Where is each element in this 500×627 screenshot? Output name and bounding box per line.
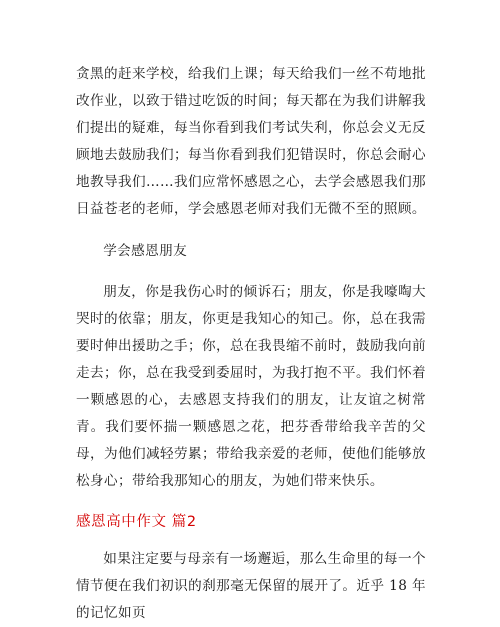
paragraph-teacher-gratitude: 贪黑的赶来学校，给我们上课；每天给我们一丝不苟地批改作业，以致于错过吃饭的时间；每天都在为我们讲解我们提出的疑难，每当你看到我们考试失利，你总会义无反顾地去鼓励我们；每当你看到我们犯错误时，你总会耐心地教导我们……我们应常怀感恩之心，去学会感恩我们那日益苍老的老师，学会感恩老师对我们无微不至的照顾。 <box>76 66 426 217</box>
subheading-friends: 学会感恩朋友 <box>103 243 188 259</box>
paragraph-mother: 如果注定要与母亲有一场邂逅，那么生命里的每一个情节便在我们初识的刹那毫无保留的展开了。近乎 18 年的记忆如页 <box>76 551 426 621</box>
paragraph-friends: 朋友，你是我伤心时的倾诉石；朋友，你是我嚎啕大哭时的依靠；朋友，你更是我知心的知己。你，总在我需要时伸出援助之手；你，总在我畏缩不前时，鼓励我向前走去；你，总在我受到委屈时，为我打抱不平。我们怀着一颗感恩的心，去感恩支持我们的朋友，让友谊之树常青。我们要怀揣一颗感恩之花，把芬香带给我辛苦的父母，为他们减轻劳累；带给我亲爱的老师，使他们能够放松身心；带给我那知心的朋友，为她们带来快乐。 <box>76 284 426 489</box>
section-title: 感恩高中作文 篇2 <box>76 514 197 530</box>
document-body <box>76 61 426 627</box>
